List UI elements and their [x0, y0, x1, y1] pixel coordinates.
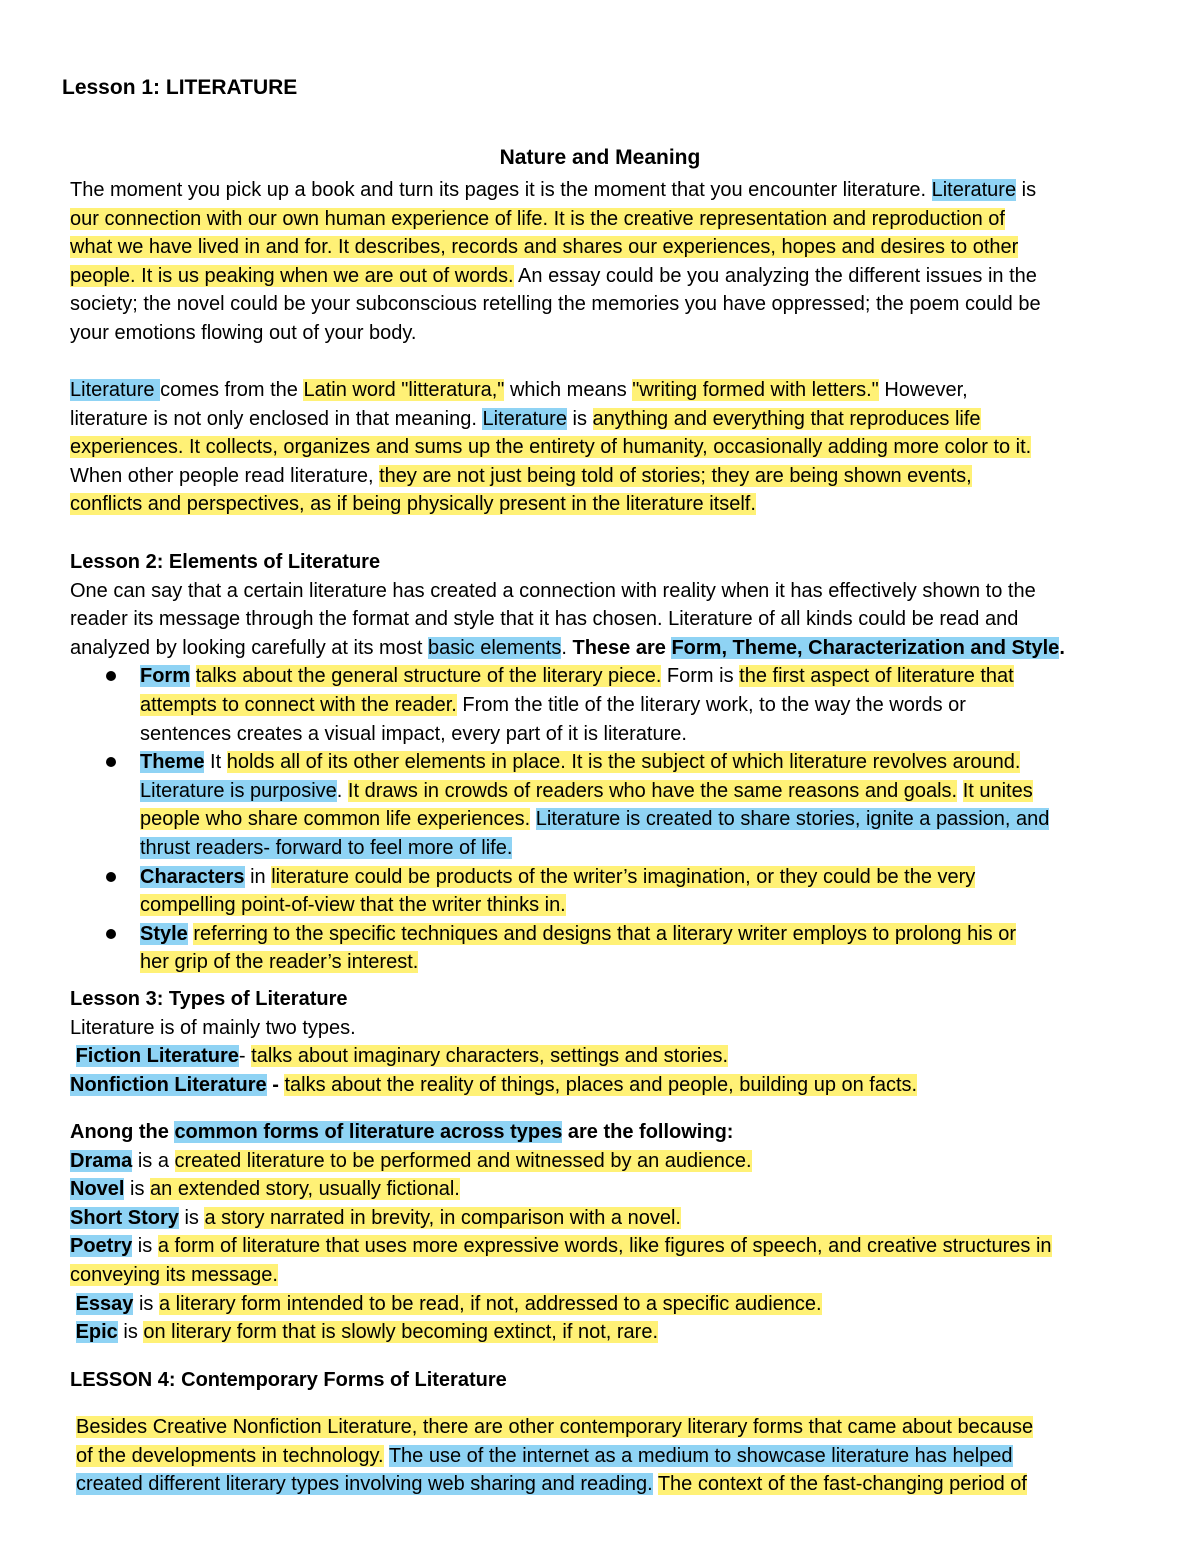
highlighted-text: thrust readers- forward to feel more of life.: [140, 836, 513, 859]
text-run: These are: [572, 636, 672, 659]
text-run: is: [178, 1206, 205, 1229]
text-run: which means: [504, 379, 633, 401]
text-line: [70, 1204, 1135, 1233]
text-run: [70, 1045, 76, 1067]
highlighted-text: created different literary types involving web sharing and reading.: [76, 1473, 653, 1496]
highlighted-text: literature could be products of the writer’s imagination, or they could be the very: [271, 865, 976, 888]
text-line: [70, 233, 1135, 262]
text-run: An essay could be you analyzing the different issues in the: [513, 264, 1037, 287]
text-line: [70, 1290, 1135, 1319]
highlighted-text: people who share common life experiences.: [140, 808, 531, 831]
highlighted-text: compelling point-of-view that the writer thinks in.: [140, 894, 566, 917]
bullet-icon: [106, 872, 116, 882]
lesson4-heading: LESSON 4: Contemporary Forms of Literature: [70, 1369, 507, 1391]
highlighted-text: conveying its message.: [70, 1263, 278, 1286]
text-line: [70, 1318, 1135, 1347]
highlighted-text: basic elements: [427, 636, 562, 659]
text-run: is: [133, 1292, 159, 1315]
highlighted-text: referring to the specific techniques and designs that a literary writer employs to prolong his or: [193, 922, 1017, 945]
text-line: [70, 1014, 1135, 1043]
text-run: in: [244, 865, 272, 888]
lesson2-intro: [70, 577, 1135, 663]
text-line: [140, 720, 1135, 749]
highlighted-text: of the developments in technology.: [76, 1444, 384, 1467]
text-line: [70, 405, 1135, 434]
text-run: comes from the: [160, 379, 304, 401]
highlighted-text: what we have lived in and for. It describes, records and shares our experiences, hopes and desires to other: [70, 236, 1019, 259]
text-line: [76, 1413, 1146, 1442]
bullet-icon: [106, 929, 116, 939]
text-line: [70, 376, 1135, 405]
highlighted-text: Literature: [482, 407, 567, 430]
text-line: [140, 891, 1135, 920]
text-line: [70, 262, 1135, 291]
highlighted-text: conflicts and perspectives, as if being physically present in the literature itself.: [70, 493, 756, 516]
lesson2-section: [70, 548, 1135, 977]
highlighted-text: people. It is us peaking when we are out of words.: [70, 264, 514, 287]
text-line: [140, 920, 1135, 949]
highlighted-text: The context of the fast-changing period of: [657, 1473, 1027, 1496]
text-run: reader its message through the format and style that it has chosen. Literature of all kinds could be read and: [70, 608, 1019, 631]
highlighted-text: The use of the internet as a medium to showcase literature has helped: [388, 1444, 1013, 1467]
text-run: The moment you pick up a book and turn its pages it is the moment that you encounter literature.: [70, 179, 932, 201]
highlighted-text: Literature is created to share stories, ignite a passion, and: [535, 808, 1050, 831]
text-line: [70, 205, 1135, 234]
paragraph-etymology: [70, 376, 1135, 519]
bullet-icon: [106, 671, 116, 681]
text-run: is: [117, 1321, 144, 1344]
text-run: [190, 665, 196, 687]
text-run: However,: [878, 379, 968, 401]
text-line: [70, 176, 1135, 205]
highlighted-text: Latin word "litteratura,": [303, 379, 505, 401]
highlighted-text: Short Story: [70, 1206, 179, 1229]
text-line: [140, 748, 1135, 777]
paragraph-nature: [70, 176, 1135, 348]
highlighted-text: Epic: [75, 1321, 118, 1344]
highlighted-text: common forms of literature across types: [174, 1121, 563, 1143]
text-run: is: [132, 1235, 158, 1258]
highlighted-text: talks about the general structure of the literary piece.: [195, 665, 662, 688]
highlighted-text: Theme: [140, 751, 205, 774]
text-line: [76, 1442, 1146, 1471]
element-list-item: [70, 920, 1135, 977]
text-line: [70, 1147, 1135, 1176]
text-line: [140, 805, 1135, 834]
text-line: [70, 1232, 1135, 1261]
text-run: is: [1016, 179, 1037, 201]
text-run: .: [1059, 636, 1065, 659]
text-run: [957, 780, 963, 802]
forms-list: [70, 1118, 1135, 1347]
highlighted-text: Literature is purposive: [140, 779, 337, 802]
highlighted-text: talks about imaginary characters, settings and stories.: [251, 1045, 729, 1068]
element-list-item: [70, 863, 1135, 920]
text-line: [140, 863, 1135, 892]
highlighted-text: holds all of its other elements in place. It is the subject of which literature revolves around.: [226, 751, 1021, 774]
text-run: is: [566, 407, 593, 430]
text-run: society; the novel could be your subconscious retelling the memories you have oppressed; the poem could be: [70, 293, 1041, 316]
text-run: -: [266, 1073, 285, 1096]
highlighted-text: our connection with our own human experience of life. It is the creative representation and reproduction of: [70, 207, 1005, 230]
highlighted-text: Nonfiction Literature: [70, 1073, 267, 1096]
text-run: From the title of the literary work, to the way the words or: [456, 693, 966, 716]
highlighted-text: attempts to connect with the reader.: [140, 693, 457, 716]
highlighted-text: an extended story, usually fictional.: [150, 1178, 460, 1201]
element-list-item: [70, 662, 1135, 748]
highlighted-text: Form: [140, 665, 190, 688]
lesson3-types: [70, 1014, 1135, 1100]
text-line: [70, 290, 1135, 319]
text-run: When other people read literature,: [70, 464, 380, 487]
highlighted-text: Literature: [931, 179, 1017, 201]
text-run: are the following:: [562, 1121, 734, 1143]
text-run: One can say that a certain literature has created a connection with reality when it has effectively shown to the: [70, 579, 1036, 602]
text-line: [70, 490, 1135, 519]
highlighted-text: Literature: [70, 379, 161, 401]
lesson1-heading: Lesson 1: LITERATURE: [62, 76, 298, 99]
highlighted-text: "writing formed with letters.": [632, 379, 879, 401]
text-line: [76, 1470, 1146, 1499]
text-line: [70, 1118, 1135, 1147]
text-line: [70, 1071, 1135, 1100]
highlighted-text: Besides Creative Nonfiction Literature, there are other contemporary literary forms that came about because: [76, 1416, 1034, 1438]
bullet-icon: [106, 757, 116, 767]
lesson4-paragraph: [76, 1413, 1146, 1499]
highlighted-text: It draws in crowds of readers who have the same reasons and goals.: [347, 779, 958, 802]
lesson2-heading: Lesson 2: Elements of Literature: [70, 551, 381, 573]
text-run: -: [238, 1045, 252, 1068]
highlighted-text: her grip of the reader’s interest.: [140, 951, 419, 974]
text-line: [70, 462, 1135, 491]
text-line: [70, 634, 1135, 663]
lesson3-section: [70, 985, 1135, 1099]
highlighted-text: Form, Theme, Characterization and Style: [671, 636, 1060, 659]
text-run: analyzed by looking carefully at its most: [70, 636, 428, 659]
text-line: [140, 948, 1135, 977]
text-run: .: [561, 636, 573, 659]
text-line: [140, 662, 1135, 691]
lesson3-heading: Lesson 3: Types of Literature: [70, 988, 348, 1010]
element-list-item: [70, 748, 1135, 862]
highlighted-text: talks about the reality of things, places and people, building up on facts.: [284, 1073, 918, 1096]
text-run: is a: [132, 1149, 175, 1172]
text-line: [70, 577, 1135, 606]
text-line: [140, 834, 1135, 863]
text-line: [70, 433, 1135, 462]
highlighted-text: Novel: [70, 1178, 125, 1201]
text-run: your emotions flowing out of your body.: [70, 321, 417, 344]
highlighted-text: Essay: [75, 1292, 134, 1315]
highlighted-text: a literary form intended to be read, if not, addressed to a specific audience.: [158, 1292, 822, 1315]
highlighted-text: Fiction Literature: [75, 1045, 239, 1068]
text-run: It: [204, 751, 227, 774]
text-run: [70, 1293, 76, 1315]
section-subheading: Nature and Meaning: [499, 146, 701, 169]
highlighted-text: Style: [140, 922, 188, 945]
text-line: [140, 691, 1135, 720]
text-line: [70, 319, 1135, 348]
text-run: Literature is of mainly two types.: [70, 1016, 356, 1039]
highlighted-text: they are not just being told of stories; they are being shown events,: [379, 464, 972, 487]
text-run: Form is: [661, 665, 740, 688]
text-line: [70, 605, 1135, 634]
text-run: literature is not only enclosed in that meaning.: [70, 407, 483, 430]
highlighted-text: It unites: [962, 779, 1033, 802]
text-run: [70, 1321, 76, 1343]
text-run: Anong the: [70, 1121, 175, 1143]
text-line: [70, 1042, 1135, 1071]
text-run: .: [336, 779, 348, 802]
highlighted-text: created literature to be performed and witnessed by an audience.: [174, 1149, 752, 1172]
text-run: [530, 808, 536, 830]
text-line: [70, 1261, 1135, 1290]
highlighted-text: Characters: [140, 865, 245, 888]
highlighted-text: anything and everything that reproduces life: [592, 407, 981, 430]
text-line: [70, 1175, 1135, 1204]
highlighted-text: the first aspect of literature that: [739, 665, 1014, 688]
lesson4-section: [70, 1366, 1135, 1395]
highlighted-text: a story narrated in brevity, in comparison with a novel.: [204, 1206, 681, 1229]
highlighted-text: a form of literature that uses more expressive words, like figures of speech, and creative structures in: [157, 1235, 1052, 1258]
text-run: is: [124, 1178, 151, 1201]
highlighted-text: Drama: [70, 1149, 133, 1172]
highlighted-text: on literary form that is slowly becoming extinct, if not, rare.: [143, 1321, 659, 1344]
highlighted-text: experiences. It collects, organizes and sums up the entirety of humanity, occasionally adding more color to it.: [70, 436, 1032, 459]
highlighted-text: Poetry: [70, 1235, 133, 1258]
text-run: sentences creates a visual impact, every part of it is literature.: [140, 722, 687, 745]
elements-list: [70, 662, 1135, 977]
text-line: [140, 777, 1135, 806]
